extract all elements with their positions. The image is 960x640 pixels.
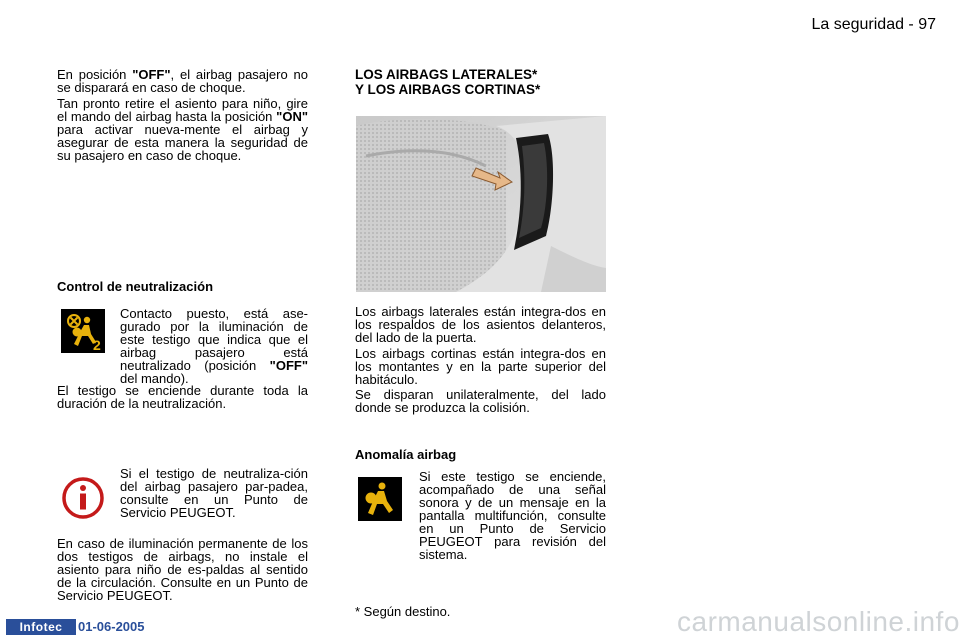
paragraph-testigo-duration: El testigo se enciende durante toda la duración de la neutralización. [57,383,308,411]
title-line-1: LOS AIRBAGS LATERALES* [355,67,538,82]
paragraph-permanent-lighting: En caso de iluminación permanente de los dos testigos de airbags, no instale el asiento para niño de es-paldas al sentido de la circulación. Consulte en un Punto de Servicio PEUGEOT. [57,536,308,603]
airbag-warning-icon [357,476,403,522]
seat-airbag-photo [356,116,606,292]
paragraph-lateral-airbags: Los airbags laterales están integra-dos en los respaldos de los asientos delanteros, del lado de la puerta. [355,304,606,345]
paragraph-control-description: Contacto puesto, está ase-gurado por la iluminación de este testigo que indica que el airbag pasajero está neutralizado (posición "OFF" del mando). [120,306,308,386]
svg-text:2: 2 [93,337,101,353]
info-icon [60,475,106,521]
section-title-control: Control de neutralización [57,279,214,294]
paragraph-curtain-airbags: Los airbags cortinas están integra-dos en los montantes y en la parte superior del habitáculo. [355,346,606,387]
page-header: La seguridad - 97 [811,16,936,33]
section-title-anomaly: Anomalía airbag [355,447,457,462]
paragraph-deployment: Se disparan unilateralmente, del lado donde se produzca la colisión. [355,387,606,415]
paragraph-off-position: En posición "OFF", el airbag pasajero no se disparará en caso de choque. [57,67,308,95]
watermark: carmanualsonline.info [677,606,960,637]
infotec-logo: Infotec [6,619,76,635]
footer-date: 01-06-2005 [78,619,145,634]
airbag-off-warning-icon [60,308,106,354]
section-title-airbags [355,67,540,97]
paragraph-info-flashing: Si el testigo de neutraliza-ción del airbag pasajero par-padea, consulte en un Punto de Servicio PEUGEOT. [120,466,308,520]
paragraph-on-position: Tan pronto retire el asiento para niño, gire el mando del airbag hasta la posición "ON" para activar nueva-mente el airbag y asegurar de esta manera la seguridad de su pasajero en caso de choque. [57,96,308,163]
title-line-2: Y LOS AIRBAGS CORTINAS* [355,82,541,97]
footnote: * Según destino. [355,604,451,619]
paragraph-anomaly-description: Si este testigo se enciende, acompañado de una señal sonora y de un mensaje en la pantalla multifunción, consulte en un Punto de Servicio PEUGEOT para revisión del sistema. [419,469,606,562]
